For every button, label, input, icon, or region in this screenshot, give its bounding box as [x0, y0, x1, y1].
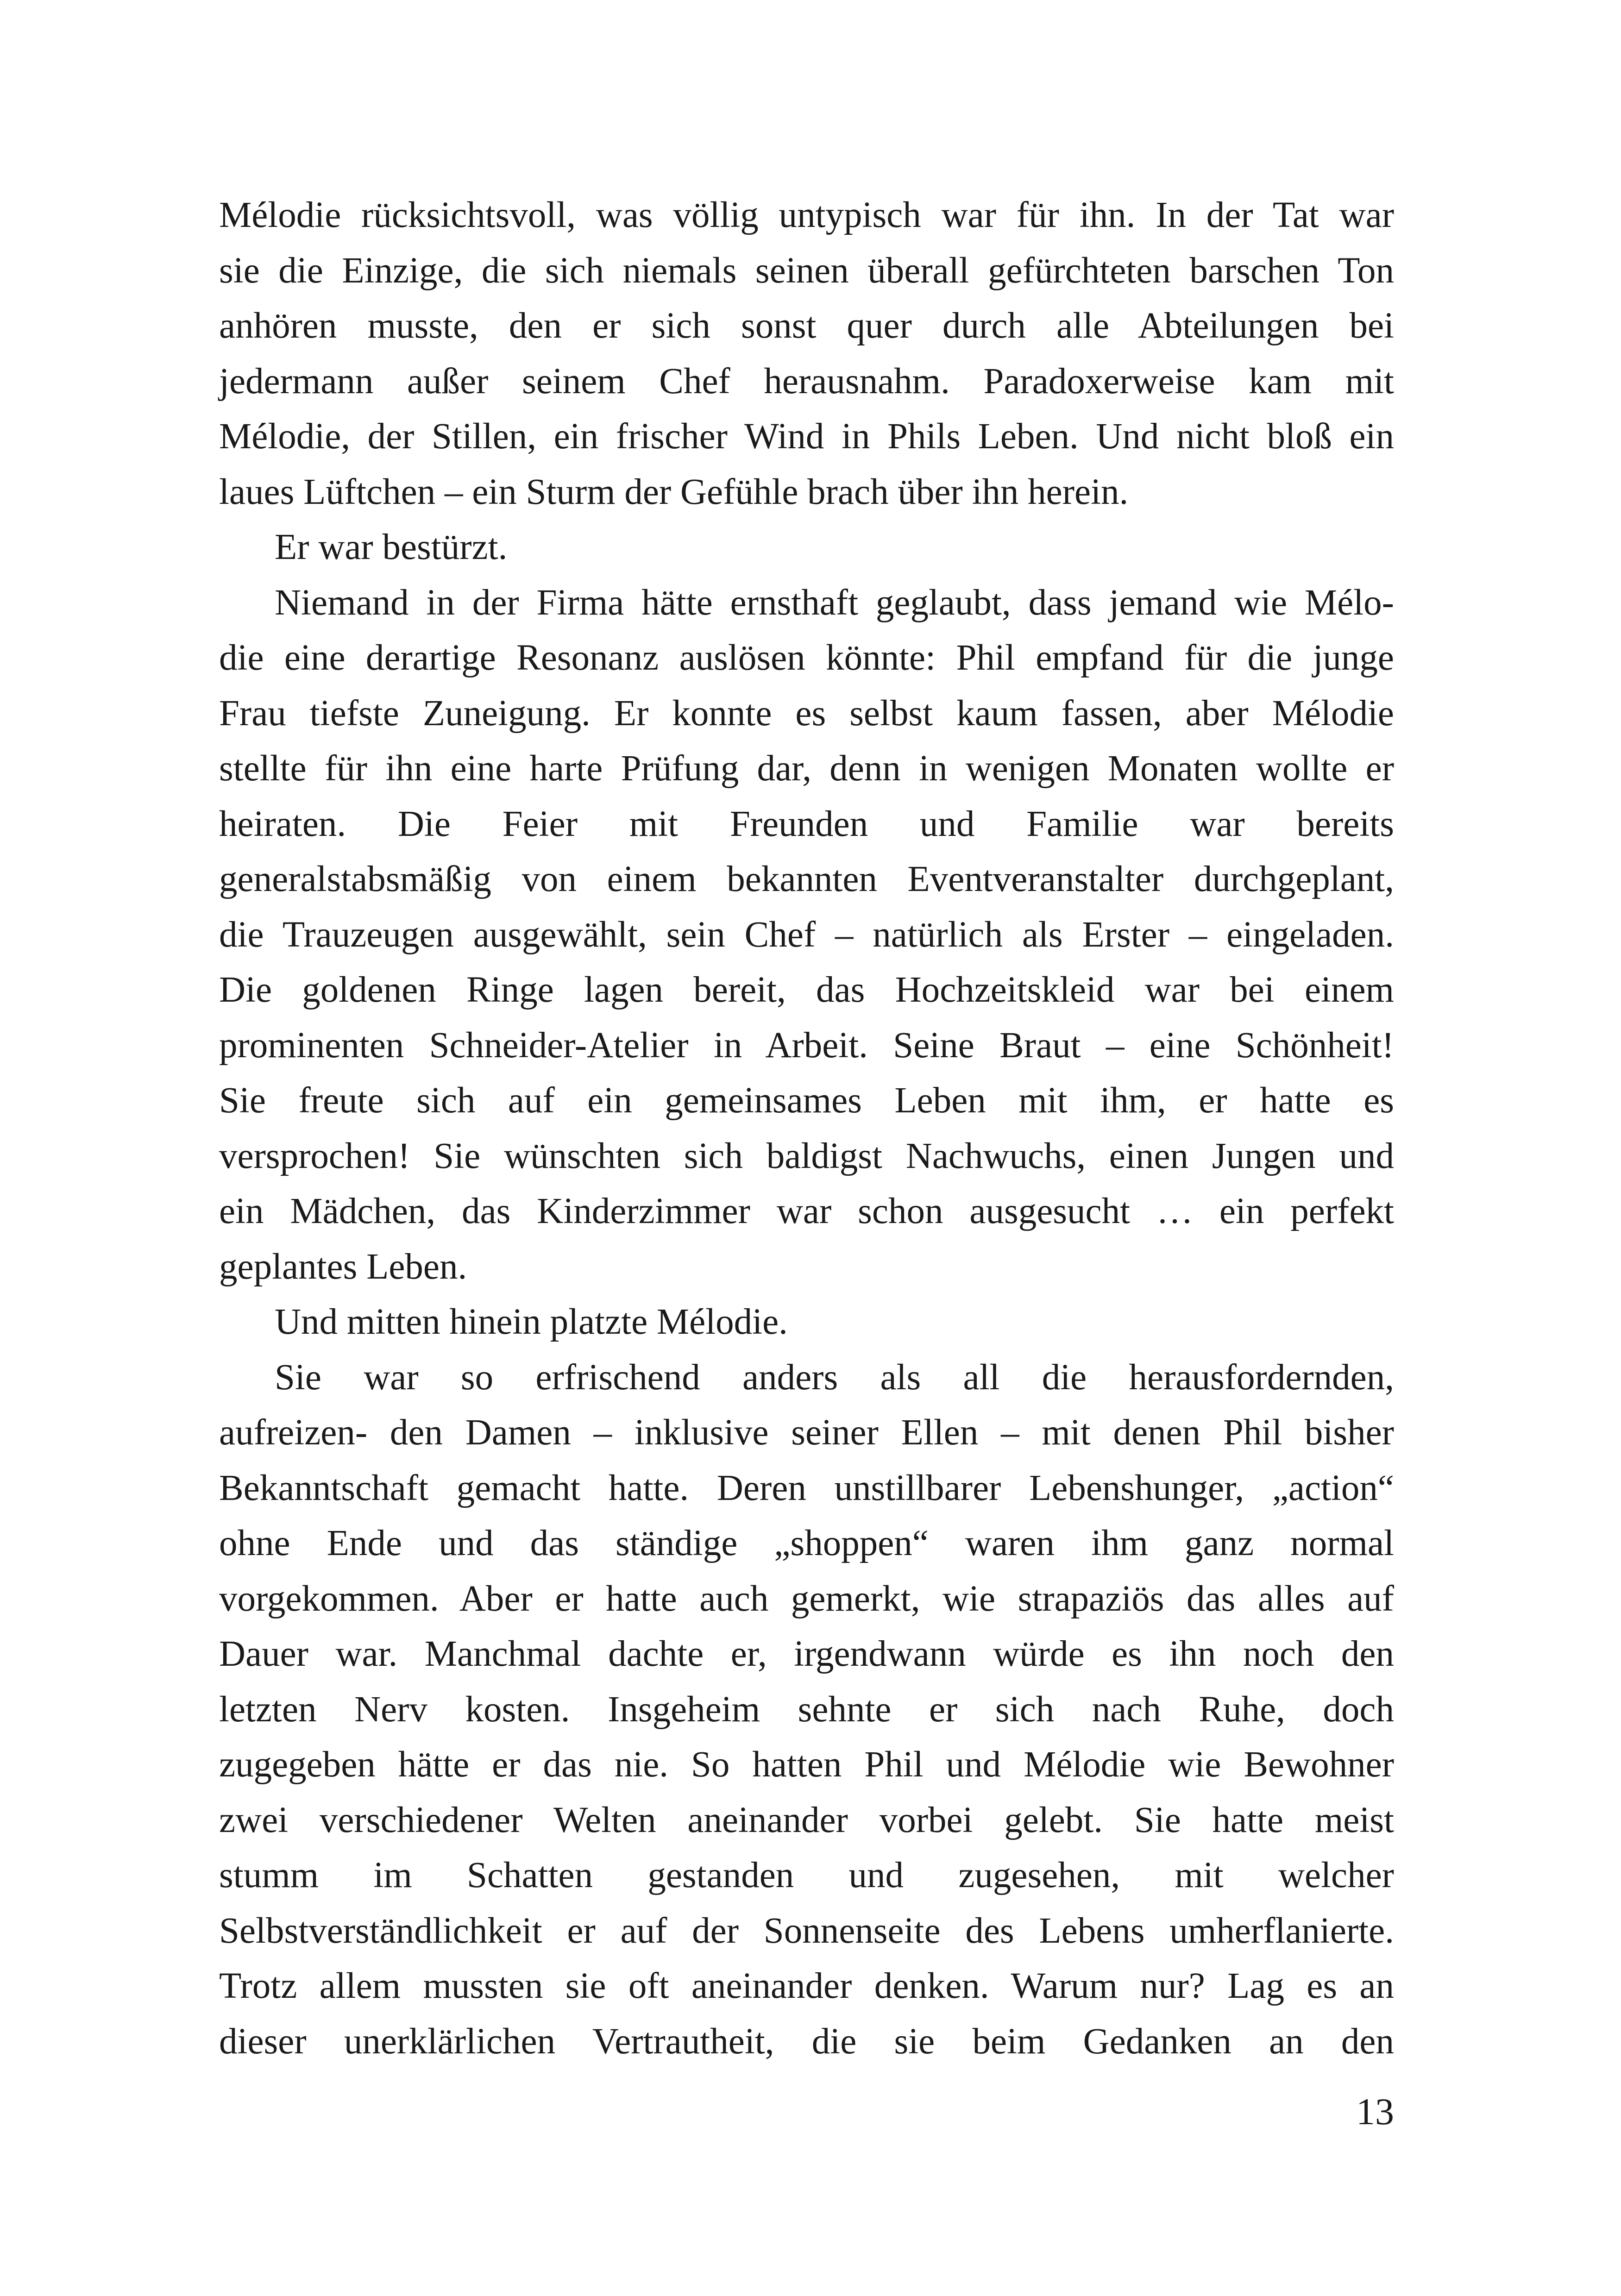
- text-line: anhören musste, den er sich sonst quer durch alle Abteilungen bei: [219, 306, 1394, 346]
- text-line: Selbstverständlichkeit er auf der Sonnenseite des Lebens umherflanierte.: [219, 1910, 1394, 1951]
- text-line: ein Mädchen, das Kinderzimmer war schon ausgesucht … ein perfekt: [219, 1191, 1394, 1231]
- text-line: aufreizen- den Damen – inklusive seiner Ellen – mit denen Phil bisher: [219, 1412, 1394, 1453]
- text-line: Mélodie rücksichtsvoll, was völlig untypisch war für ihn. In der Tat war: [219, 195, 1394, 235]
- text-line: Sie war so erfrischend anders als all die herausfordernden,: [275, 1357, 1394, 1398]
- text-line: Trotz allem mussten sie oft aneinander denken. Warum nur? Lag es an: [219, 1966, 1394, 2006]
- text-line: Dauer war. Manchmal dachte er, irgendwann würde es ihn noch den: [219, 1634, 1394, 1674]
- text-line: prominenten Schneider-Atelier in Arbeit. Seine Braut – eine Schönheit!: [219, 1025, 1394, 1066]
- text-line: Sie freute sich auf ein gemeinsames Leben mit ihm, er hatte es: [219, 1080, 1394, 1121]
- text-line: Mélodie, der Stillen, ein frischer Wind in Phils Leben. Und nicht bloß ein: [219, 416, 1394, 457]
- text-line: geplantes Leben.: [219, 1246, 467, 1287]
- text-line: sie die Einzige, die sich niemals seinen überall gefürchteten barschen Ton: [219, 250, 1394, 291]
- text-line: versprochen! Sie wünschten sich baldigst Nachwuchs, einen Jungen und: [219, 1135, 1394, 1176]
- text-line: Bekanntschaft gemacht hatte. Deren unstillbarer Lebenshunger, „action“: [219, 1468, 1394, 1508]
- text-line: Und mitten hinein platzte Mélodie.: [275, 1302, 788, 1342]
- text-line: Die goldenen Ringe lagen bereit, das Hochzeitskleid war bei einem: [219, 970, 1394, 1010]
- page-number: 13: [1356, 2090, 1394, 2133]
- text-line: letzten Nerv kosten. Insgeheim sehnte er sich nach Ruhe, doch: [219, 1689, 1394, 1730]
- text-line: stellte für ihn eine harte Prüfung dar, denn in wenigen Monaten wollte er: [219, 748, 1394, 789]
- text-line: Frau tiefste Zuneigung. Er konnte es selbst kaum fassen, aber Mélodie: [219, 693, 1394, 734]
- text-line: heiraten. Die Feier mit Freunden und Familie war bereits: [219, 803, 1394, 844]
- text-line: stumm im Schatten gestanden und zugesehen, mit welcher: [219, 1855, 1394, 1895]
- text-line: vorgekommen. Aber er hatte auch gemerkt, wie strapaziös das alles auf: [219, 1578, 1394, 1619]
- text-line: laues Lüftchen – ein Sturm der Gefühle brach über ihn herein.: [219, 471, 1129, 512]
- text-line: zugegeben hätte er das nie. So hatten Phil und Mélodie wie Bewohner: [219, 1744, 1394, 1785]
- body-text: [219, 188, 1394, 2069]
- text-line: ohne Ende und das ständige „shoppen“ waren ihm ganz normal: [219, 1523, 1394, 1563]
- text-line: generalstabsmäßig von einem bekannten Eventveranstalter durchgeplant,: [219, 859, 1394, 899]
- text-line: dieser unerklärlichen Vertrautheit, die sie beim Gedanken an den: [219, 2021, 1394, 2062]
- text-line: zwei verschiedener Welten aneinander vorbei gelebt. Sie hatte meist: [219, 1800, 1394, 1840]
- text-line: Niemand in der Firma hätte ernsthaft geglaubt, dass jemand wie Mélo-: [275, 582, 1394, 623]
- text-line: jedermann außer seinem Chef herausnahm. Paradoxerweise kam mit: [219, 361, 1394, 401]
- text-line: die Trauzeugen ausgewählt, sein Chef – natürlich als Erster – eingeladen.: [219, 914, 1394, 955]
- text-line: die eine derartige Resonanz auslösen könnte: Phil empfand für die junge: [219, 638, 1394, 678]
- text-line: Er war bestürzt.: [275, 527, 508, 567]
